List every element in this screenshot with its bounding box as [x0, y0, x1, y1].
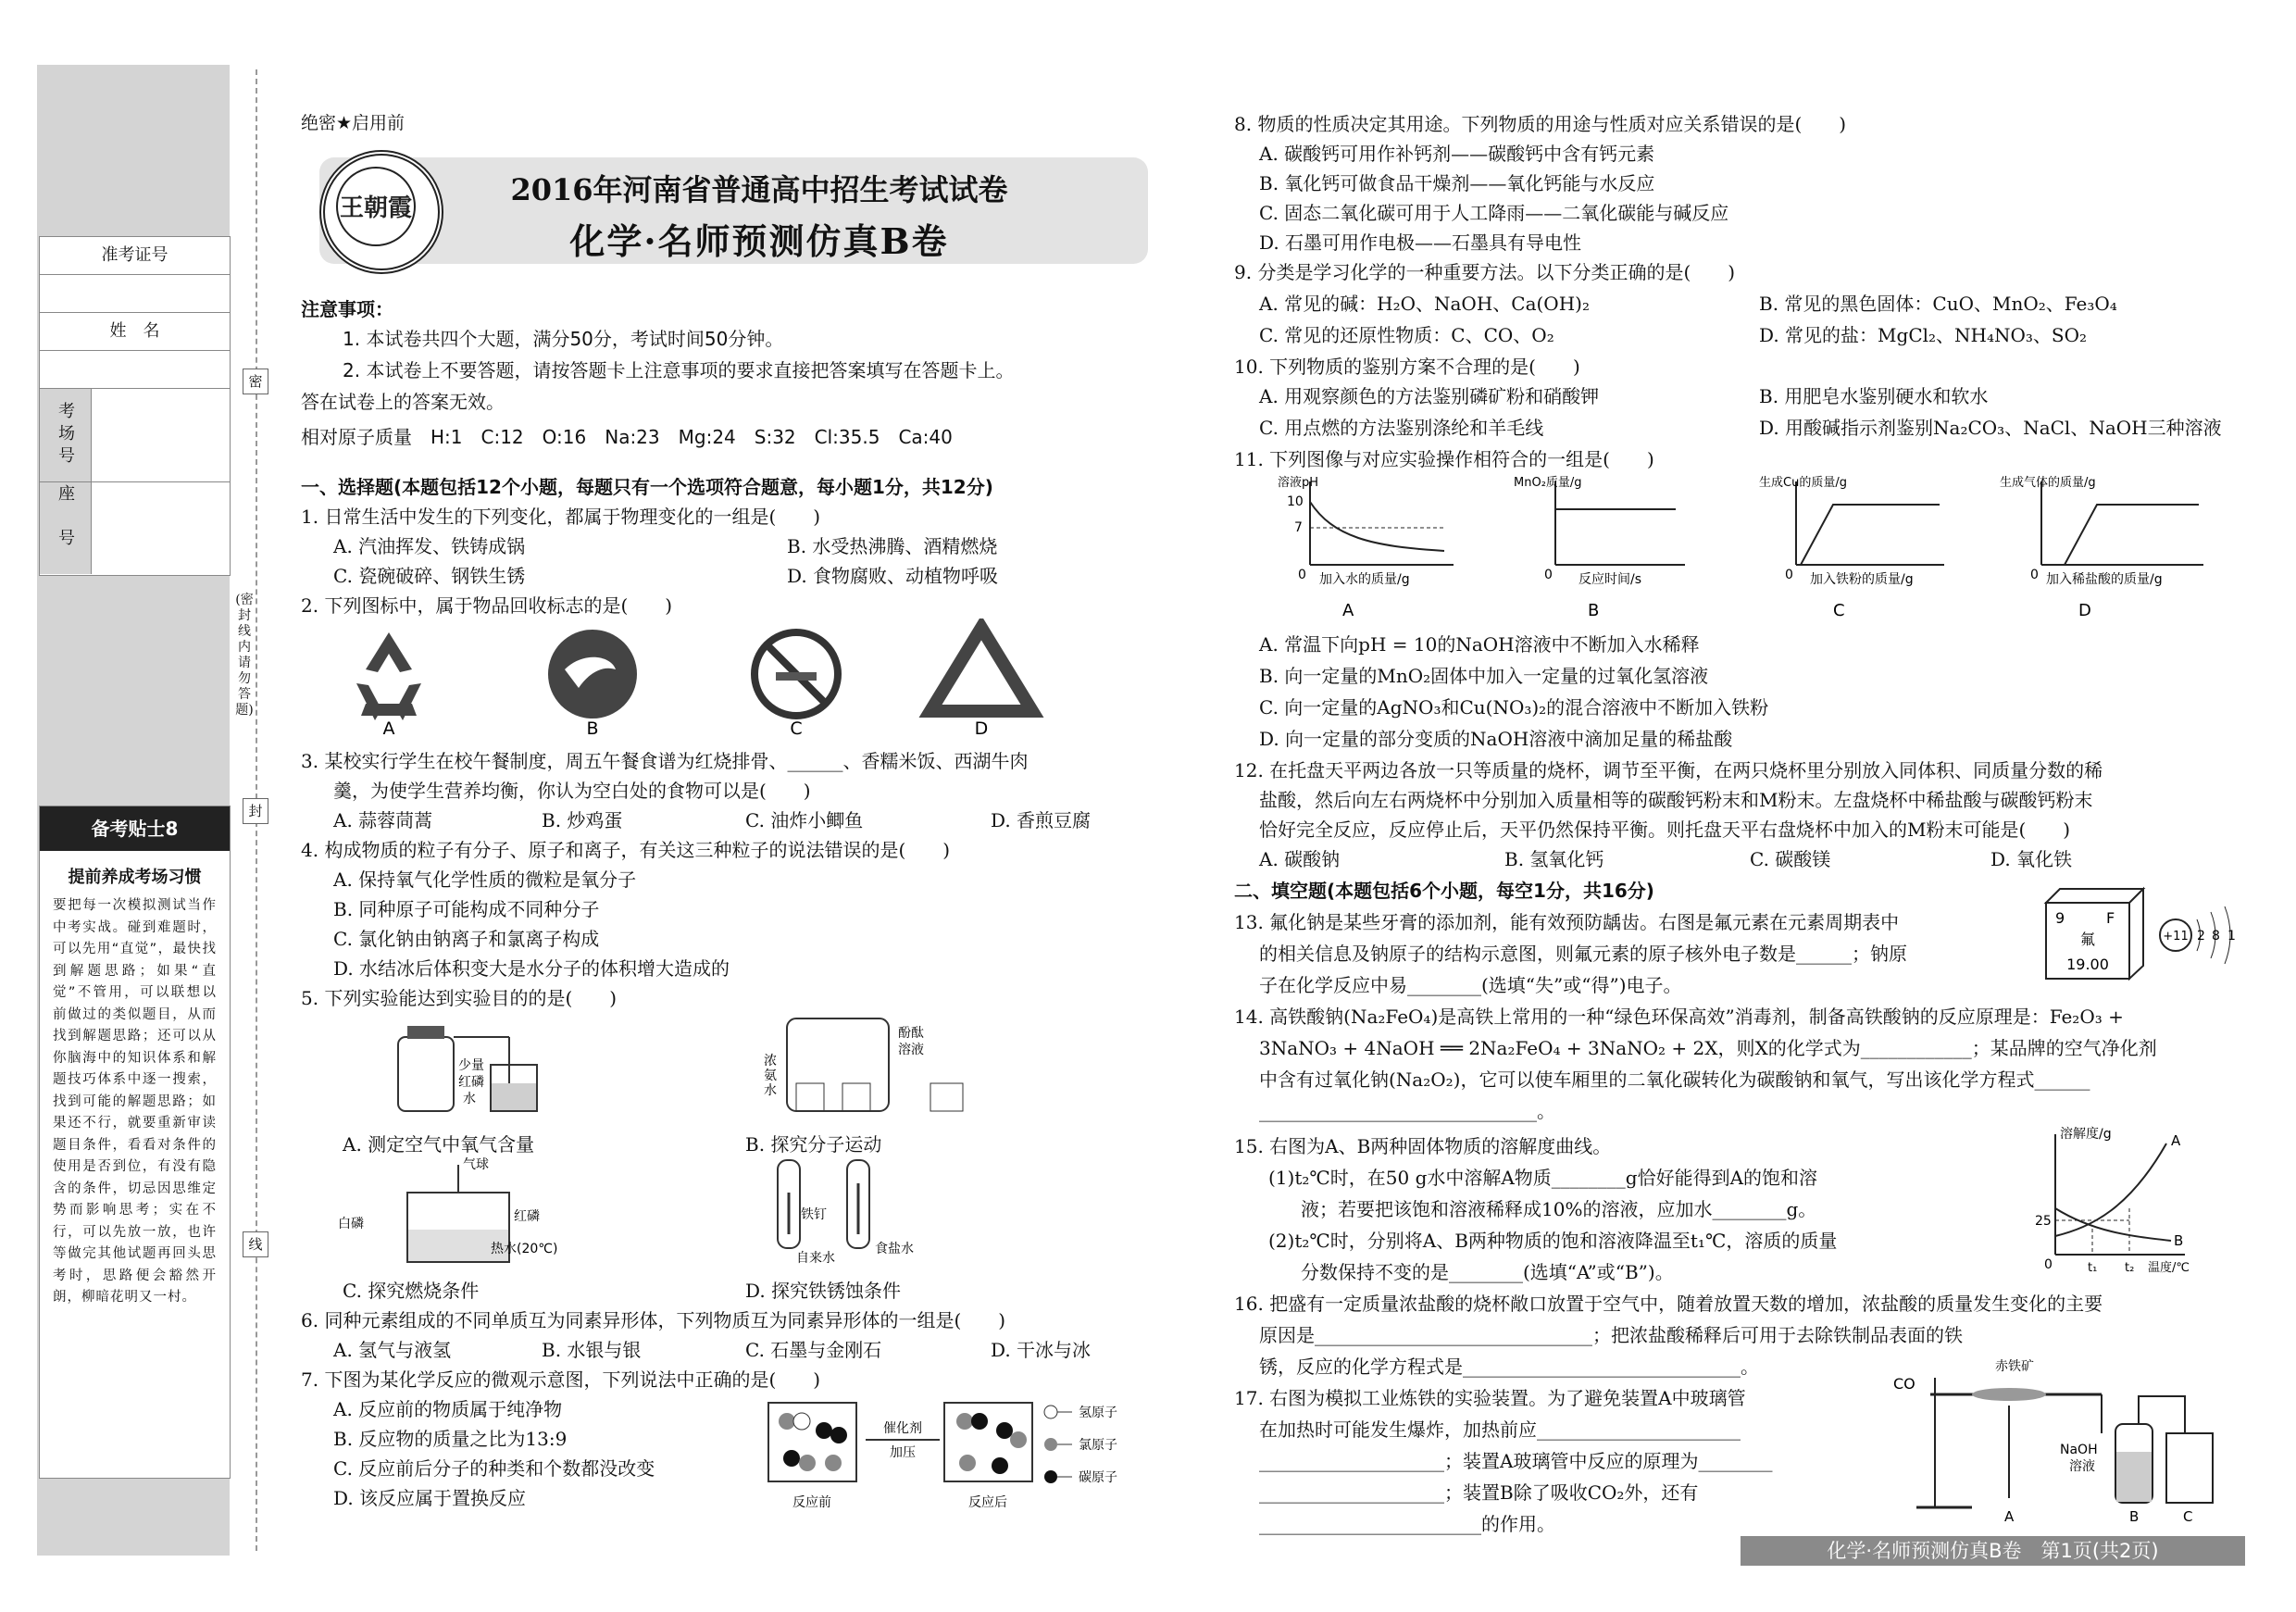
q7-reaction-figure [759, 1393, 1148, 1514]
q12-option-a: A. 碳酸钠 [1259, 848, 1341, 870]
q11-graphs-figure [1259, 472, 2259, 625]
q11-option-b: B. 向一定量的MnO₂固体中加入一定量的过氧化氢溶液 [1259, 665, 1709, 687]
section-2-heading: 二、填空题(本题包括6个小题，每空1分，共16分) [1234, 880, 1654, 902]
q9-option-b: B. 常见的黑色固体：CuO、MnO₂、Fe₃O₄ [1759, 293, 2117, 315]
seal-char-mi: 密 [243, 369, 268, 394]
exam-room-row [40, 389, 230, 482]
candidate-info-box [39, 236, 231, 576]
q10-option-b: B. 用肥皂水鉴别硬水和软水 [1759, 385, 1989, 407]
q15-tick-25: 25 [2035, 1214, 2052, 1229]
q13-line2: 的相关信息及钠原子的结构示意图，则氟元素的原子核外电子数是______；钠原 [1259, 943, 1907, 965]
q11-option-a: A. 常温下向pH = 10的NaOH溶液中不断加入水稀释 [1259, 633, 1700, 656]
q5-option-b: B. 探究分子运动 [745, 1133, 882, 1156]
q15-t2: t₂ [2125, 1261, 2135, 1275]
q17-solution: 溶液 [2069, 1459, 2095, 1474]
q2-label-a: A [382, 719, 395, 739]
recycle-sign-icon [356, 632, 421, 720]
q4-option-c: C. 氯化钠由钠离子和氯离子构成 [333, 928, 600, 950]
q3-option-d: D. 香煎豆腐 [991, 809, 1092, 831]
q10-stem: 10. 下列物质的鉴别方案不合理的是( ) [1234, 356, 1580, 378]
ga-tick-7: 7 [1294, 520, 1303, 535]
q5-option-c: C. 探究燃烧条件 [343, 1280, 480, 1302]
q10-option-d: D. 用酸碱指示剂鉴别Na₂CO₃、NaCl、NaOH三种溶液 [1759, 417, 2222, 439]
gd-ylabel: 生成气体的质量/g [2000, 476, 2096, 490]
q12-line3: 恰好完全反应，反应停止后，天平仍然保持平衡。则托盘天平右盘烧杯中加入的M粉末可能是( ) [1259, 818, 2071, 841]
q17-label-b: B [2129, 1508, 2140, 1525]
q2-label-c: C [790, 719, 803, 739]
q15-ylabel: 溶解度/g [2060, 1127, 2112, 1142]
gd-tick-0: 0 [2030, 568, 2039, 582]
q15-line5: 分数保持不变的是________(选填“A”或“B”)。 [1301, 1261, 1674, 1283]
q14-line1: 14. 高铁酸钠(Na₂FeO₄)是高铁上常用的一种“绿色环保高效”消毒剂，制备高铁酸钠的反应原理是：Fe₂O₃ + [1234, 1006, 2124, 1028]
graph-c [1759, 475, 1944, 620]
q5-apparatus-a [370, 1009, 667, 1120]
q6-option-c: C. 石墨与金刚石 [745, 1339, 882, 1361]
q17-label-c: C [2183, 1508, 2193, 1525]
na-shell-1: 2 [2197, 929, 2205, 943]
fc-label-3: 红磷 [514, 1209, 540, 1224]
q7-stem: 7. 下图为某化学反应的微观示意图，下列说法中正确的是( ) [301, 1368, 821, 1391]
q13-line1: 13. 氟化钠是某些牙膏的添加剂，能有效预防龋齿。右图是氟元素在元素周期表中 [1234, 911, 1900, 933]
q12-option-b: B. 氢氧化钙 [1504, 848, 1604, 870]
notes-heading: 注意事项： [301, 298, 393, 320]
seal-char-xian: 线 [243, 1231, 268, 1257]
element-number: 9 [2055, 909, 2065, 927]
tip-title: 提前养成考场习惯 [68, 868, 202, 887]
q13-figure [2041, 884, 2250, 986]
q14-line2: 3NaNO₃ + 4NaOH ══ 2Na₂FeO₄ + 3NaNO₂ + 2X，则X的化学式为____________；某品牌的空气净化剂 [1259, 1037, 2157, 1059]
gb-tick-0: 0 [1544, 568, 1553, 582]
element-name: 氟 [2079, 931, 2096, 948]
name-label: 姓 名 [40, 313, 230, 351]
q7-before: 反应前 [792, 1495, 831, 1510]
exam-room-label: 考场号 [40, 389, 92, 481]
q15-curve-b: B [2174, 1232, 2184, 1249]
q17-line3: ____________________；装置A玻璃管中反应的原理为________ [1259, 1450, 1773, 1472]
q12-option-d: D. 氧化铁 [1990, 848, 2073, 870]
q3-option-c: C. 油炸小鲫鱼 [745, 809, 864, 831]
q17-line5: ________________________的作用。 [1259, 1513, 1555, 1535]
q3-stem-line1: 3. 某校实行学生在校午餐制度，周五午餐食谱为红烧排骨、______、香糯米饭、西湖牛肉 [301, 750, 1029, 772]
q7-option-c: C. 反应前后分子的种类和个数都没改变 [333, 1457, 655, 1480]
gd-option: D [2078, 601, 2091, 620]
seat-row [40, 482, 230, 574]
fc-label-4: 热水(20℃) [491, 1242, 558, 1256]
q8-option-a: A. 碳酸钙可用作补钙剂——碳酸钙中含有钙元素 [1259, 143, 1655, 165]
q15-t1: t₁ [2088, 1261, 2098, 1275]
q7-option-b: B. 反应物的质量之比为13:9 [333, 1428, 568, 1450]
q7-after: 反应后 [968, 1495, 1007, 1510]
fd-label-1: 铁钉 [801, 1207, 827, 1222]
q10-option-c: C. 用点燃的方法鉴别涤纶和羊毛线 [1259, 417, 1544, 439]
section-1-heading: 一、选择题(本题包括12个小题，每题只有一个选项符合题意，每小题1分，共12分) [301, 476, 993, 498]
exam-id-field [40, 275, 230, 313]
q12-line1: 12. 在托盘天平两边各放一只等质量的烧杯，调节至平衡，在两只烧杯里分别放入同体积、同质量分数的稀 [1234, 759, 2103, 781]
packaging-recycle-sign-icon [930, 628, 1032, 711]
gb-option: B [1588, 601, 1600, 620]
confidential-mark: 绝密★启用前 [301, 113, 406, 133]
q17-co: CO [1893, 1375, 1915, 1393]
fb-label-4: 酚酞 [898, 1026, 924, 1041]
q14-line4: ______________________________。 [1259, 1100, 1555, 1122]
q15-line4: (2)t₂℃时，分别将A、B两种物质的饱和溶液降温至t₁℃，溶质的质量 [1268, 1230, 1838, 1252]
q6-option-a: A. 氢气与液氢 [333, 1339, 452, 1361]
exam-id-label: 准考证号 [40, 237, 230, 275]
ga-option: A [1342, 601, 1354, 620]
q4-option-d: D. 水结冰后体积变大是水分子的体积增大造成的 [333, 957, 730, 980]
q7-legend-cl: 氯原子 [1079, 1438, 1117, 1453]
ga-tick-0: 0 [1298, 568, 1306, 582]
na-shell-2: 8 [2212, 929, 2220, 943]
q14-line3: 中含有过氧化钠(Na₂O₂)，它可以使车厢里的二氧化碳转化为碳酸钠和氧气，写出该化学方程式______ [1259, 1068, 2090, 1091]
fb-label-3: 水 [764, 1083, 777, 1098]
gb-xlabel: 反应时间/s [1578, 572, 1642, 587]
fb-label-5: 溶液 [898, 1043, 924, 1057]
q15-tick-0: 0 [2044, 1257, 2053, 1272]
q1-stem: 1. 日常生活中发生的下列变化，都属于物理变化的一组是( ) [301, 506, 821, 528]
q2-label-d: D [974, 719, 989, 739]
q9-option-c: C. 常见的还原性物质：C、CO、O₂ [1259, 324, 1554, 346]
gc-xlabel: 加入铁粉的质量/g [1810, 572, 1914, 587]
element-mass: 19.00 [2066, 956, 2109, 973]
q17-label-a: A [2004, 1508, 2015, 1525]
fb-label-1: 浓 [764, 1054, 777, 1068]
q8-option-b: B. 氧化钙可做食品干燥剂——氧化钙能与水反应 [1259, 172, 1655, 194]
q5-apparatus-d [759, 1156, 1000, 1271]
q8-stem: 8. 物质的性质决定其用途。下列物质的用途与性质对应关系错误的是( ) [1234, 113, 1847, 135]
q15-solubility-graph [2018, 1125, 2203, 1282]
q2-stem: 2. 下列图标中，属于物品回收标志的是( ) [301, 594, 673, 617]
q5-apparatus-b [750, 1009, 991, 1120]
q4-option-b: B. 同种原子可能构成不同种分子 [333, 898, 600, 920]
fa-label-2: 红磷 [458, 1075, 484, 1090]
q1-option-c: C. 瓷碗破碎、钢铁生锈 [333, 565, 526, 587]
note-2: 2. 本试卷上不要答题，请按答题卡上注意事项的要求直接把答案填写在答题卡上。 [343, 359, 1015, 381]
q6-option-b: B. 水银与银 [542, 1339, 642, 1361]
q17-naoh: NaOH [2060, 1443, 2098, 1457]
exam-subtitle: 化学·名师预测仿真B卷 [569, 220, 949, 262]
q4-option-a: A. 保持氧气化学性质的微粒是氧分子 [333, 868, 637, 891]
q3-option-b: B. 炒鸡蛋 [542, 809, 623, 831]
q10-option-a: A. 用观察颜色的方法鉴别磷矿粉和硝酸钾 [1259, 385, 1600, 407]
q5-stem: 5. 下列实验能达到实验目的的是( ) [301, 987, 618, 1009]
q1-option-b: B. 水受热沸腾、酒精燃烧 [787, 535, 998, 557]
page-footer: 化学·名师预测仿真B卷 第1页(共2页) [1741, 1536, 2245, 1566]
gb-ylabel: MnO₂质量/g [1514, 476, 1582, 490]
q1-option-d: D. 食物腐败、动植物呼吸 [787, 565, 999, 587]
logo-seal-icon [325, 156, 427, 257]
q11-option-c: C. 向一定量的AgNO₃和Cu(NO₃)₂的混合溶液中不断加入铁粉 [1259, 696, 1769, 719]
q16-line1: 16. 把盛有一定质量浓盐酸的烧杯敞口放置于空气中，随着放置天数的增加，浓盐酸的质量发生变化的主要 [1234, 1293, 2103, 1315]
q7-pressure: 加压 [890, 1445, 916, 1460]
gc-option: C [1833, 601, 1845, 620]
ga-xlabel: 加入水的质量/g [1319, 572, 1410, 587]
q7-option-a: A. 反应前的物质属于纯净物 [333, 1398, 563, 1420]
q7-catalyst: 催化剂 [883, 1421, 922, 1436]
q7-option-d: D. 该反应属于置换反应 [333, 1487, 527, 1509]
fb-label-2: 氨 [764, 1068, 777, 1083]
q16-line3: 锈，反应的化学方程式是______________________________。 [1259, 1356, 1759, 1378]
q3-stem-line2: 羹，为使学生营养均衡，你认为空白处的食物可以是( ) [333, 780, 811, 802]
q8-option-c: C. 固态二氧化碳可用于人工降雨——二氧化碳能与碱反应 [1259, 202, 1729, 224]
fa-label-3: 水 [463, 1092, 476, 1106]
seal-note: (密封线内请勿答题) [235, 593, 254, 718]
gc-ylabel: 生成Cu的质量/g [1759, 476, 1847, 490]
q5-option-d: D. 探究铁锈蚀条件 [745, 1280, 902, 1302]
q17-line1: 17. 右图为模拟工业炼铁的实验装置。为了避免装置A中玻璃管 [1234, 1387, 1746, 1409]
gd-xlabel: 加入稀盐酸的质量/g [2046, 572, 2163, 587]
na-shell-3: 1 [2227, 929, 2236, 943]
q13-line3: 子在化学反应中易________(选填“失”或“得”)电子。 [1259, 974, 1682, 996]
q15-line3: 液；若要把该饱和溶液稀释成10%的溶液，应加水________g。 [1301, 1198, 1817, 1220]
q17-line2: 在加热时可能发生爆炸，加热前应______________________ [1259, 1418, 1741, 1441]
fd-label-3: 食盐水 [875, 1242, 914, 1256]
seat-label: 座号 [40, 482, 92, 574]
fd-label-2: 自来水 [796, 1251, 835, 1266]
na-nucleus: +11 [2163, 930, 2189, 943]
q2-signs-figure [333, 619, 1074, 739]
fc-label-2: 白磷 [338, 1217, 364, 1231]
q7-legend-c: 碳原子 [1079, 1470, 1117, 1485]
q12-line2: 盐酸，然后向左右两烧杯中分别加入质量相等的碳酸钙粉末和M粉末。左盘烧杯中稀盐酸与碳酸钙粉末 [1259, 789, 2093, 811]
name-field [40, 351, 230, 389]
q15-xlabel: 温度/℃ [2148, 1261, 2190, 1275]
tip-body: 要把每一次模拟测试当作中考实战。碰到难题时，可以先用“直觉”，最快找到解题思路；如果“直觉”不管用，可以联想以前做过的类似题目，从而找到解题思路；还可以从你脑海中的知识体系和解题技巧体系中逐一搜索，找到可能的解题思路；如果还不行，就要重新审读题目条件，看看对条件的使用是否到位，有没有隐含的条件，切忌因思维定势而影响思考；实在不行，可以先放一放，也许等做完其他试题再回头思考时，思路便会豁然开朗，柳暗花明又一村。 [53, 898, 217, 1305]
fa-label-1: 少量 [458, 1058, 484, 1073]
q6-stem: 6. 同种元素组成的不同单质互为同素异形体，下列物质互为同素异形体的一组是( ) [301, 1309, 1006, 1331]
publisher-logo [319, 150, 443, 274]
q6-option-d: D. 干冰与冰 [991, 1339, 1092, 1361]
q11-option-d: D. 向一定量的部分变质的NaOH溶液中滴加足量的稀盐酸 [1259, 728, 1733, 750]
q9-option-a: A. 常见的碱：H₂O、NaOH、Ca(OH)₂ [1259, 293, 1590, 315]
ga-ylabel: 溶液pH [1278, 476, 1319, 490]
q12-option-c: C. 碳酸镁 [1750, 848, 1831, 870]
q3-option-a: A. 蒜蓉茼蒿 [333, 809, 433, 831]
gc-tick-0: 0 [1785, 568, 1793, 582]
q17-line4: ____________________；装置B除了吸收CO₂外，还有 [1259, 1481, 1699, 1504]
q4-stem: 4. 构成物质的粒子有分子、原子和离子，有关这三种粒子的说法错误的是( ) [301, 839, 951, 861]
note-3: 答在试卷上的答案无效。 [301, 391, 505, 413]
graph-a [1278, 475, 1454, 620]
logo-text: 王朝霞 [339, 194, 413, 222]
tip-banner: 备考贴士8 [40, 806, 230, 851]
q17-ore: 赤铁矿 [1995, 1359, 2034, 1374]
graph-d [2000, 475, 2203, 620]
q16-line2: 原因是______________________________；把浓盐酸稀释后可用于去除铁制品表面的铁 [1259, 1324, 1963, 1346]
q9-stem: 9. 分类是学习化学的一种重要方法。以下分类正确的是( ) [1234, 261, 1736, 283]
ga-tick-10: 10 [1287, 494, 1304, 509]
q8-option-d: D. 石墨可用作电极——石墨具有导电性 [1259, 231, 1582, 254]
water-saving-sign-icon [548, 630, 637, 719]
q5-apparatus-c [333, 1156, 611, 1271]
q5-option-a: A. 测定空气中氧气含量 [343, 1133, 535, 1156]
q15-curve-a: A [2171, 1132, 2181, 1149]
exam-tip-box [39, 806, 231, 1479]
note-1: 1. 本试卷共四个大题，满分50分，考试时间50分钟。 [343, 328, 784, 350]
q17-ironmaking-apparatus [1889, 1359, 2240, 1526]
seal-char-feng: 封 [243, 798, 268, 824]
exam-title: 2016年河南省普通高中招生考试试卷 [510, 172, 1008, 207]
q15-line1: 15. 右图为A、B两种固体物质的溶解度曲线。 [1234, 1135, 1612, 1157]
no-smoking-sign-icon [755, 632, 838, 716]
graph-b [1514, 476, 1685, 620]
q2-label-b: B [586, 719, 599, 739]
q9-option-d: D. 常见的盐：MgCl₂、NH₄NO₃、SO₂ [1759, 324, 2088, 346]
element-symbol: F [2106, 909, 2115, 927]
q11-stem: 11. 下列图像与对应实验操作相符合的一组是( ) [1234, 448, 1654, 470]
fc-label-1: 气球 [463, 1157, 489, 1172]
q7-legend-h: 氢原子 [1079, 1406, 1117, 1420]
atomic-masses: 相对原子质量 H:1 C:12 O:16 Na:23 Mg:24 S:32 Cl:35.5 Ca:40 [301, 426, 953, 448]
q15-line2: (1)t₂℃时，在50 g水中溶解A物质________g恰好能得到A的饱和溶 [1268, 1167, 1818, 1189]
q1-option-a: A. 汽油挥发、铁铸成锅 [333, 535, 526, 557]
